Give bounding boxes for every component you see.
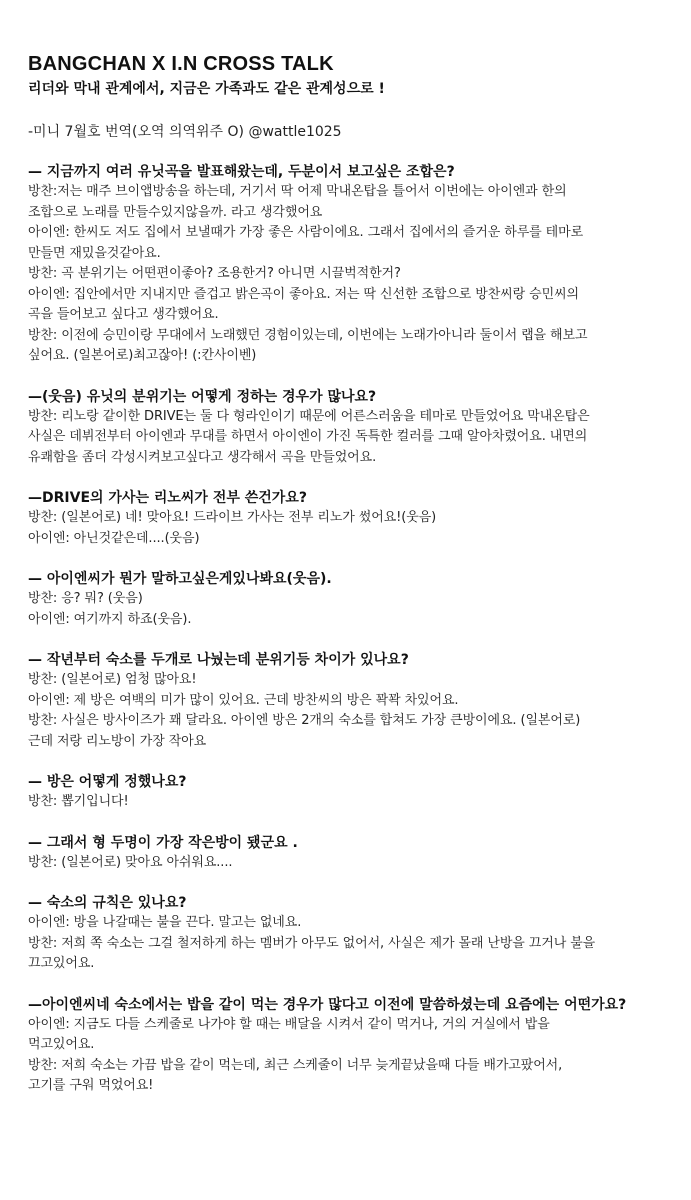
answer-line: 방찬: 사실은 방사이즈가 꽤 달라요. 아이엔 방은 2개의 숙소를 합쳐도 가장 큰방이에요. (일본어로) <box>28 713 581 728</box>
answer-line: 아이엔: 지금도 다들 스케줄로 나가야 할 때는 배달을 시켜서 같이 먹거나, 거의 거실에서 밥을 <box>28 1016 550 1032</box>
answer-line: 끄고있어요. <box>28 956 95 971</box>
interview-question: — 아이엔씨가 뭔가 말하고싶은게있나봐요(웃음). <box>28 571 332 587</box>
answer-line: 방찬:저는 매주 브이앱방송을 하는데, 거기서 딱 어제 막내온탑을 틀어서 이번에는 아이엔과 한의 <box>28 184 567 199</box>
interview-question: — 그래서 형 두명이 가장 작은방이 됐군요 . <box>28 834 298 851</box>
answer-line: 방찬: 응? 뭐? (웃음) <box>28 591 143 606</box>
interview-question: — 숙소의 규칙은 있나요? <box>28 895 187 911</box>
answer-line: 아이엔: 제 방은 여백의 미가 많이 있어요. 근데 방찬씨의 방은 꽉꽉 차있어요. <box>28 692 459 708</box>
qa-section <box>28 893 665 975</box>
qa-section <box>28 833 665 874</box>
answer-line: 조합으로 노래를 만들수있지않을까. 라고 생각했어요 <box>28 204 323 220</box>
answer-line: 고기를 구워 먹었어요! <box>28 1078 154 1093</box>
answer-line: 방찬: 뽑기입니다! <box>28 794 129 809</box>
answer-line: 먹고있어요. <box>28 1037 95 1052</box>
answer-line: 사실은 데뷔전부터 아이엔과 무대를 하면서 아이엔이 가진 독특한 컬러를 그때 알아차렸어요. 내면의 <box>28 429 588 444</box>
qa-section <box>28 569 665 630</box>
translator-credit: -미니 7월호 번역(오역 의역위주 O) @wattle1025 <box>28 124 342 140</box>
answer-line: 방찬: 저희 숙소는 가끔 밥을 같이 먹는데, 최근 스케줄이 너무 늦게끝났을때 다들 배가고팠어서, <box>28 1057 563 1073</box>
qa-section <box>28 772 665 813</box>
answer-line: 아이엔: 아닌것같은데....(웃음) <box>28 530 200 546</box>
interview-question: —(웃음) 유닛의 분위기는 어떻게 정하는 경우가 많나요? <box>28 388 377 405</box>
answer-line: 아이엔: 집안에서만 지내지만 즐겁고 밝은곡이 좋아요. 저는 딱 신선한 조합으로 방찬씨랑 승민씨의 <box>28 286 579 302</box>
answer-line: 방찬: (일본어로) 맞아요 아쉬워요.... <box>28 854 233 870</box>
article-subtitle: 리더와 막내 관계에서, 지금은 가족과도 같은 관계성으로 ! <box>28 81 385 97</box>
answer-line: 곡을 들어보고 싶다고 생각했어요. <box>28 307 219 322</box>
qa-section <box>28 162 665 367</box>
answer-line: 근데 저랑 리노방이 가장 작아요 <box>28 733 207 749</box>
interview-question: — 방은 어떻게 정했나요? <box>28 774 187 790</box>
answer-line: 아이엔: 방을 나갈때는 불을 끈다. 말고는 없네요. <box>28 915 302 930</box>
answer-line: 방찬: (일본어로) 엄청 많아요! <box>28 672 197 687</box>
qa-section <box>28 995 665 1097</box>
answer-line: 아이엔: 한씨도 저도 집에서 보낼때가 가장 좋은 사람이에요. 그래서 집에서의 즐거운 하루를 테마로 <box>28 225 584 240</box>
interview-question: —아이엔씨네 숙소에서는 밥을 같이 먹는 경우가 많다고 이전에 말씀하셨는데 요즘에는 어떤가요? <box>28 996 627 1013</box>
qa-section <box>28 387 665 469</box>
interview-question: —DRIVE의 가사는 리노씨가 전부 쓴건가요? <box>28 490 307 506</box>
interview-question: — 지금까지 여러 유닛곡을 발표해왔는데, 두분이서 보고싶은 조합은? <box>28 164 455 180</box>
qa-section <box>28 488 665 549</box>
answer-line: 방찬: 곡 분위기는 어떤편이좋아? 조용한거? 아니면 시끌벅적한거? <box>28 266 401 281</box>
answer-line: 방찬: (일본어로) 네! 맞아요! 드라이브 가사는 전부 리노가 썼어요!(웃음) <box>28 510 437 525</box>
answer-line: 방찬: 이전에 승민이랑 무대에서 노래했던 경험이있는데, 이번에는 노래가아니라 둘이서 랩을 해보고 <box>28 327 588 343</box>
article-title: BANGCHAN X I.N CROSS TALK <box>28 53 334 75</box>
interview-body <box>28 162 665 1097</box>
interview-question: — 작년부터 숙소를 두개로 나눴는데 분위기등 차이가 있나요? <box>28 652 409 668</box>
answer-line: 유쾌함을 좀더 각성시켜보고싶다고 생각해서 곡을 만들었어요. <box>28 449 377 465</box>
answer-line: 싶어요. (일본어로)최고잖아! (:칸사이벤) <box>28 348 257 363</box>
answer-line: 만들면 재밌을것같아요. <box>28 245 161 261</box>
qa-section <box>28 650 665 752</box>
answer-line: 방찬: 리노랑 같이한 DRIVE는 둘 다 형라인이기 때문에 어른스러움을 테마로 만들었어요 막내온탑은 <box>28 408 590 424</box>
answer-line: 방찬: 저희 쪽 숙소는 그걸 철저하게 하는 멤버가 아무도 없어서, 사실은 제가 몰래 난방을 끄거나 불을 <box>28 935 596 951</box>
answer-line: 아이엔: 여기까지 하죠(웃음). <box>28 611 192 627</box>
